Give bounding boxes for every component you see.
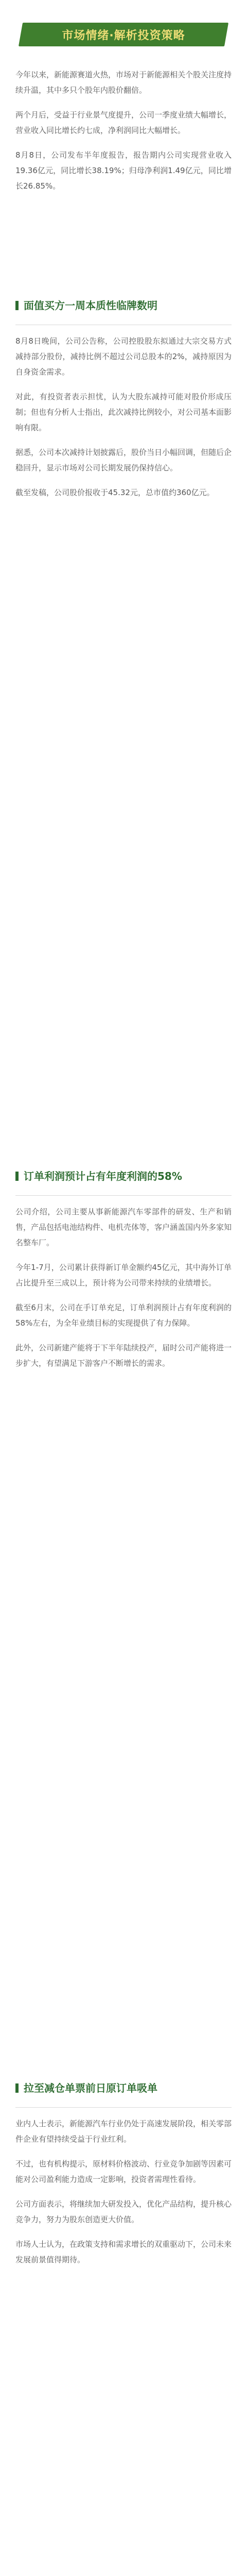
intro-paragraph: 两个月后，受益于行业景气度提升，公司一季度业绩大幅增长，营业收入同比增长约七成，净利润同比大幅增长。 — [15, 110, 232, 135]
section-1 — [15, 289, 232, 510]
section-paragraph: 截至发稿，公司股价报收于45.32元，总市值约360亿元。 — [15, 488, 215, 497]
section-paragraph: 据悉，公司本次减持计划披露后，股价当日小幅回调，但随后企稳回升，显示市场对公司长期发展仍保持信心。 — [15, 448, 232, 472]
divider — [15, 1195, 232, 1196]
section-2 — [15, 1159, 232, 1380]
intro-section — [15, 67, 232, 203]
divider — [15, 2107, 232, 2108]
section-paragraph: 此外，公司新建产能将于下半年陆续投产，届时公司产能将进一步扩大，有望满足下游客户不断增长的需求。 — [15, 1343, 232, 1368]
intro-paragraph: 8月8日，公司发布半年度报告，报告期内公司实现营业收入19.36亿元，同比增长38.19%；归母净利润1.49亿元，同比增长26.85%。 — [15, 150, 232, 191]
section-paragraph: 市场人士认为，在政策支持和需求增长的双重驱动下，公司未来发展前景值得期待。 — [15, 2240, 232, 2264]
article-banner — [21, 23, 226, 46]
section-paragraph: 今年1-7月，公司累计获得新订单金额约45亿元，其中海外订单占比提升至三成以上，预计将为公司带来持续的业绩增长。 — [15, 1263, 232, 1287]
section-paragraph: 不过，也有机构提示，原材料价格波动、行业竞争加剧等因素可能对公司盈利能力造成一定影响，投资者需理性看待。 — [15, 2159, 232, 2184]
section-paragraph: 8月8日晚间，公司公告称，公司控股股东拟通过大宗交易方式减持部分股份，减持比例不超过公司总股本的2%，减持原因为自身资金需求。 — [15, 336, 232, 377]
section-paragraph: 业内人士表示，新能源汽车行业仍处于高速发展阶段，相关零部件企业有望持续受益于行业红利。 — [15, 2119, 232, 2144]
section-paragraph: 截至6月末，公司在手订单充足，订单利润预计占有年度利润的58%左右，为全年业绩目标的实现提供了有力保障。 — [15, 1303, 232, 1328]
section-paragraph: 公司介绍，公司主要从事新能源汽车零部件的研发、生产和销售，产品包括电池结构件、电机壳体等，客户涵盖国内外多家知名整车厂。 — [15, 1207, 232, 1247]
intro-paragraph: 今年以来，新能源赛道火热，市场对于新能源相关个股关注度持续升温，其中多只个股年内股价翻倍。 — [15, 70, 232, 95]
section-3 — [15, 2071, 232, 2277]
section-paragraph: 对此，有投资者表示担忧，认为大股东减持可能对股价形成压制；但也有分析人士指出，此次减持比例较小，对公司基本面影响有限。 — [15, 392, 232, 432]
section-heading: 订单利润预计占有年度利润的58% — [15, 1168, 232, 1184]
section-heading: 面值买方一周本质性临牌数明 — [15, 298, 232, 313]
section-paragraph: 公司方面表示，将继续加大研发投入，优化产品结构，提升核心竞争力，努力为股东创造更大价值。 — [15, 2199, 232, 2224]
banner-title: 市场情绪·解析投资策略 — [62, 29, 185, 42]
section-heading: 拉至减仓单票前日原订单吸单 — [15, 2080, 232, 2096]
